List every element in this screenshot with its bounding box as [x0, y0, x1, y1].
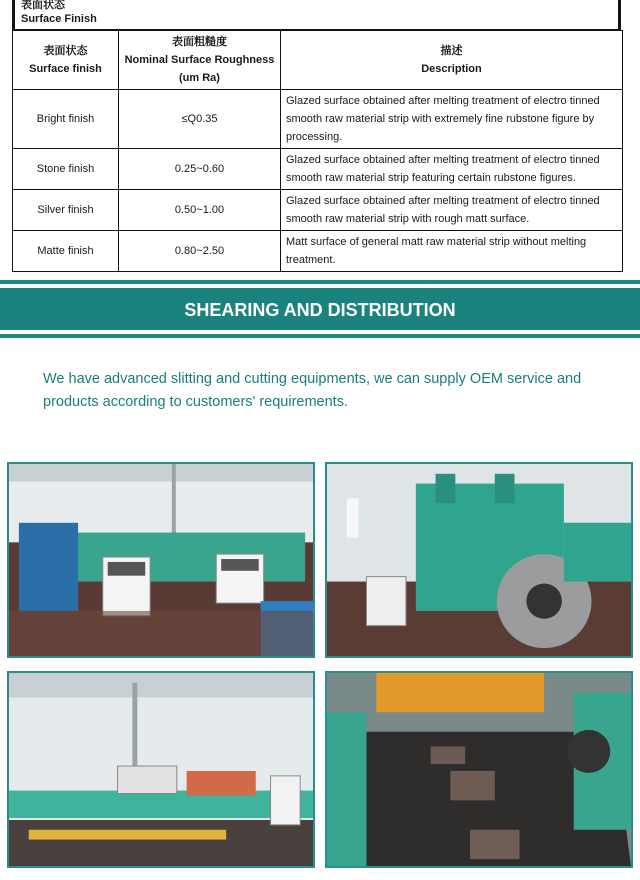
banner-title: SHEARING AND DISTRIBUTION	[184, 300, 456, 320]
col-header-finish-zh: 表面状态	[43, 45, 88, 57]
banner-bottom-stripe	[0, 334, 640, 338]
col-header-description	[281, 31, 623, 90]
cell-finish: Matte finish	[13, 231, 119, 272]
cell-description: Glazed surface obtained after melting treatment of electro tinned smooth raw material strip with rough matt surface.	[281, 190, 623, 231]
table-row	[13, 190, 623, 231]
cell-description: Glazed surface obtained after melting treatment of electro tinned smooth raw material strip featuring certain rubstone figures.	[281, 149, 623, 190]
col-header-description-en: Description	[421, 63, 482, 75]
cell-description: Glazed surface obtained after melting treatment of electro tinned smooth raw material strip with extremely fine rubstone figure by processing.	[281, 90, 623, 149]
table-row	[13, 231, 623, 272]
col-header-roughness	[119, 31, 281, 90]
factory-photo-control-cabinets	[7, 462, 315, 658]
col-header-finish	[13, 31, 119, 90]
cell-roughness: 0.25~0.60	[119, 149, 281, 190]
surface-finish-header	[12, 0, 621, 30]
factory-photo-slitting-line	[325, 462, 633, 658]
col-header-description-zh: 描述	[440, 45, 463, 57]
cell-description: Matt surface of general matt raw material strip without melting treatment.	[281, 231, 623, 272]
banner-top-stripe	[0, 280, 640, 284]
cell-roughness: ≤Q0.35	[119, 90, 281, 149]
col-header-finish-en: Surface finish	[29, 63, 102, 75]
surface-finish-title-zh: 表面状态	[21, 0, 65, 11]
cell-roughness: 0.80~2.50	[119, 231, 281, 272]
col-header-roughness-zh: 表面粗糙度	[172, 36, 227, 48]
cell-roughness: 0.50~1.00	[119, 190, 281, 231]
table-row	[13, 149, 623, 190]
cell-finish: Silver finish	[13, 190, 119, 231]
cell-finish: Bright finish	[13, 90, 119, 149]
intro-paragraph: We have advanced slitting and cutting equipments, we can supply OEM service and products according to customers' requirements.	[43, 371, 582, 410]
factory-photo-conveyor	[325, 671, 633, 868]
cell-finish: Stone finish	[13, 149, 119, 190]
table-header-row	[13, 31, 623, 90]
surface-finish-table	[12, 30, 623, 272]
table-row	[13, 90, 623, 149]
col-header-roughness-en: Nominal Surface Roughness	[124, 54, 275, 66]
col-header-roughness-unit: (um Ra)	[179, 72, 220, 84]
factory-photo-cutting-line	[7, 671, 315, 868]
surface-finish-title-en: Surface Finish	[21, 13, 97, 25]
